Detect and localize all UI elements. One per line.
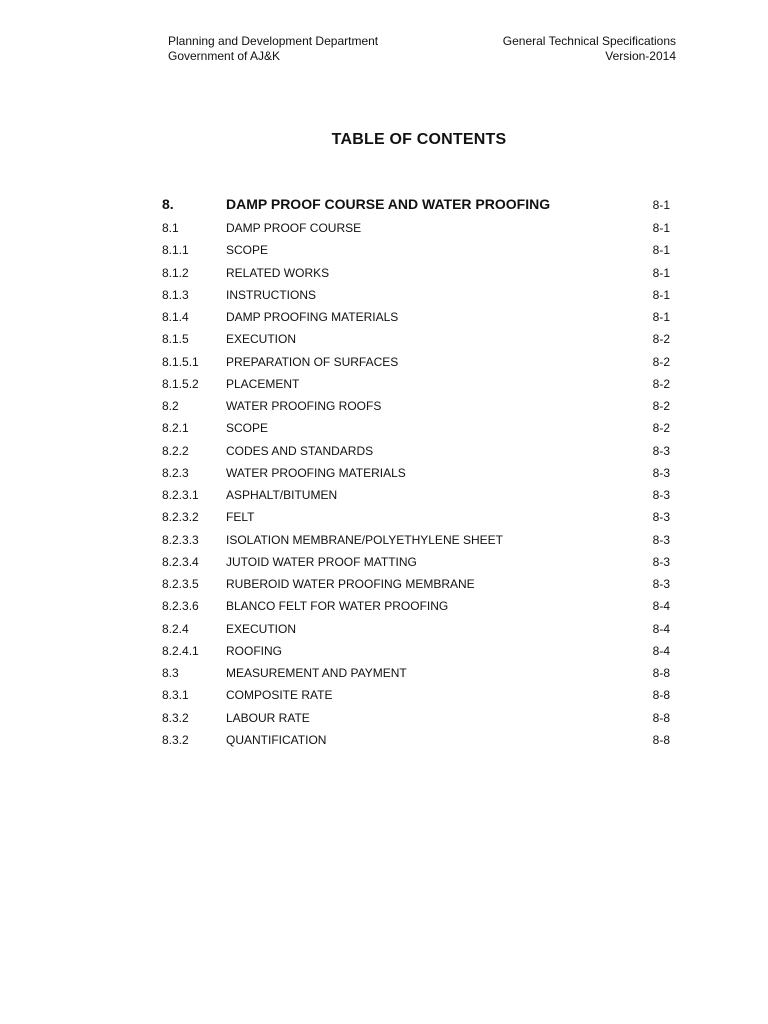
toc-entry-number: 8.1.2 [162, 265, 189, 280]
government-name: Government of AJ&K [168, 49, 281, 63]
toc-entry-title: EXECUTION [226, 332, 297, 347]
toc-entry-number: 8.1.3 [162, 287, 189, 302]
toc-entry[interactable] [162, 533, 670, 555]
toc-entry-number: 8.2.3.6 [162, 599, 199, 614]
toc-entry-number: 8.2.4.1 [162, 643, 199, 658]
toc-entry[interactable] [162, 221, 670, 243]
toc-entry-page: 8-3 [652, 443, 670, 458]
toc-entry-page: 8-3 [652, 532, 670, 547]
toc-entry-number: 8.1.4 [162, 310, 189, 324]
toc-entry-page: 8-8 [652, 688, 670, 703]
toc-entry[interactable] [162, 377, 670, 399]
toc-entry[interactable] [162, 733, 670, 755]
toc-entry-page: 8-2 [652, 376, 670, 391]
toc-entry[interactable] [162, 266, 670, 288]
toc-entry-title: MEASUREMENT AND PAYMENT [226, 666, 407, 680]
toc-entry-title: ISOLATION MEMBRANE/POLYETHYLENE SHEET [226, 532, 503, 547]
toc-entry-number: 8.1.1 [162, 243, 189, 258]
toc-entry-title: PREPARATION OF SURFACES [226, 354, 399, 369]
toc-entry[interactable] [162, 688, 670, 710]
toc-entry-number: 8.2.1 [162, 421, 189, 436]
toc-entry-title: EXECUTION [226, 621, 297, 636]
toc-entry-page: 8-3 [652, 488, 670, 502]
toc-entry-page: 8-8 [652, 710, 670, 725]
toc-entry[interactable] [162, 488, 670, 510]
toc-entry-title: ASPHALT/BITUMEN [226, 488, 338, 502]
toc-entry-page: 8-8 [652, 666, 670, 680]
toc-entry[interactable] [162, 421, 670, 443]
toc-entry-number: 8.2.3.1 [162, 488, 199, 502]
toc-entry-number: 8.3.2 [162, 732, 189, 747]
toc-entry-page: 8-1 [652, 310, 670, 324]
toc-entry[interactable] [162, 332, 670, 354]
toc-entry-page: 8-2 [652, 354, 670, 369]
toc-entry-title: COMPOSITE RATE [226, 688, 333, 703]
toc-entry[interactable] [162, 555, 670, 577]
toc-entry[interactable] [162, 288, 670, 310]
chapter-title: DAMP PROOF COURSE AND WATER PROOFING [226, 196, 551, 212]
toc-entry-page: 8-3 [652, 465, 670, 480]
toc-entry-page: 8-2 [652, 332, 670, 347]
toc-entry-title: PLACEMENT [226, 376, 300, 391]
toc-entry-title: RUBEROID WATER PROOFING MEMBRANE [226, 577, 475, 591]
toc-entry-title: LABOUR RATE [226, 710, 310, 725]
toc-entry-number: 8.1.5 [162, 332, 189, 347]
toc-entry-title: DAMP PROOFING MATERIALS [226, 310, 399, 324]
toc-entry[interactable] [162, 644, 670, 666]
chapter-page: 8-1 [652, 198, 670, 212]
toc-entry[interactable] [162, 243, 670, 265]
toc-entry[interactable] [162, 577, 670, 599]
toc-entry-number: 8.3.2 [162, 710, 189, 725]
toc-entry-number: 8.2.3.3 [162, 532, 199, 547]
department-name: Planning and Development Department [168, 34, 379, 48]
toc-entry-number: 8.2.3.5 [162, 577, 199, 591]
toc-entry-page: 8-1 [652, 221, 670, 235]
toc-entry-page: 8-8 [652, 732, 670, 747]
toc-entry-number: 8.1.5.1 [162, 354, 199, 369]
toc-entry-title: BLANCO FELT FOR WATER PROOFING [226, 599, 449, 614]
toc-entry-number: 8.1.5.2 [162, 376, 199, 391]
toc-entry[interactable] [162, 355, 670, 377]
toc-entry-title: SCOPE [226, 421, 269, 436]
toc-entry-page: 8-2 [652, 399, 670, 413]
toc-entry[interactable] [162, 622, 670, 644]
toc-entry-title: SCOPE [226, 243, 269, 258]
toc-entry-page: 8-1 [652, 265, 670, 280]
toc-entry-title: JUTOID WATER PROOF MATTING [226, 554, 417, 569]
toc-chapter-entry[interactable] [162, 196, 670, 214]
document-title: General Technical Specifications [502, 34, 676, 48]
toc-entry-page: 8-3 [652, 510, 670, 525]
toc-entry-number: 8.2.3.2 [162, 510, 199, 525]
toc-entry-number: 8.1 [162, 221, 179, 235]
toc-entry-page: 8-1 [652, 243, 670, 258]
toc-entry-title: ROOFING [226, 643, 282, 658]
toc-entry-number: 8.2.3 [162, 465, 189, 480]
toc-entry-page: 8-4 [652, 643, 670, 658]
toc-entry-title: RELATED WORKS [226, 265, 330, 280]
document-header-left [168, 34, 378, 64]
toc-entry-page: 8-2 [652, 421, 670, 436]
toc-entry[interactable] [162, 399, 670, 421]
toc-entry-number: 8.2.3.4 [162, 554, 199, 569]
toc-entry-title: QUANTIFICATION [226, 732, 327, 747]
toc-entry-page: 8-4 [652, 621, 670, 636]
page-title: TABLE OF CONTENTS [331, 131, 507, 148]
toc-entry-number: 8.2.4 [162, 621, 189, 636]
toc-entry-title: WATER PROOFING ROOFS [226, 399, 382, 413]
toc-entry-page: 8-3 [652, 577, 670, 591]
toc-entry[interactable] [162, 444, 670, 466]
toc-entry-number: 8.3 [162, 666, 179, 680]
toc-entry-title: CODES AND STANDARDS [226, 443, 374, 458]
toc-entry-page: 8-3 [652, 554, 670, 569]
toc-entry[interactable] [162, 466, 670, 488]
chapter-number: 8. [162, 196, 174, 212]
toc-entry[interactable] [162, 666, 670, 688]
toc-entry-title: WATER PROOFING MATERIALS [226, 465, 406, 480]
toc-entry-title: DAMP PROOF COURSE [226, 221, 362, 235]
toc-entry-page: 8-1 [652, 287, 670, 302]
document-header-right [503, 34, 676, 64]
toc-entry[interactable] [162, 599, 670, 621]
document-version: Version-2014 [605, 49, 676, 63]
toc-entry[interactable] [162, 510, 670, 532]
toc-entry-title: INSTRUCTIONS [226, 287, 316, 302]
toc-entry[interactable] [162, 310, 670, 332]
toc-entry-number: 8.2 [162, 399, 179, 413]
toc-entry-title: FELT [226, 510, 255, 525]
toc-entry-number: 8.3.1 [162, 688, 189, 703]
toc-entry[interactable] [162, 711, 670, 733]
toc-list [162, 221, 670, 755]
toc-entry-page: 8-4 [652, 599, 670, 614]
toc-entry-number: 8.2.2 [162, 443, 189, 458]
